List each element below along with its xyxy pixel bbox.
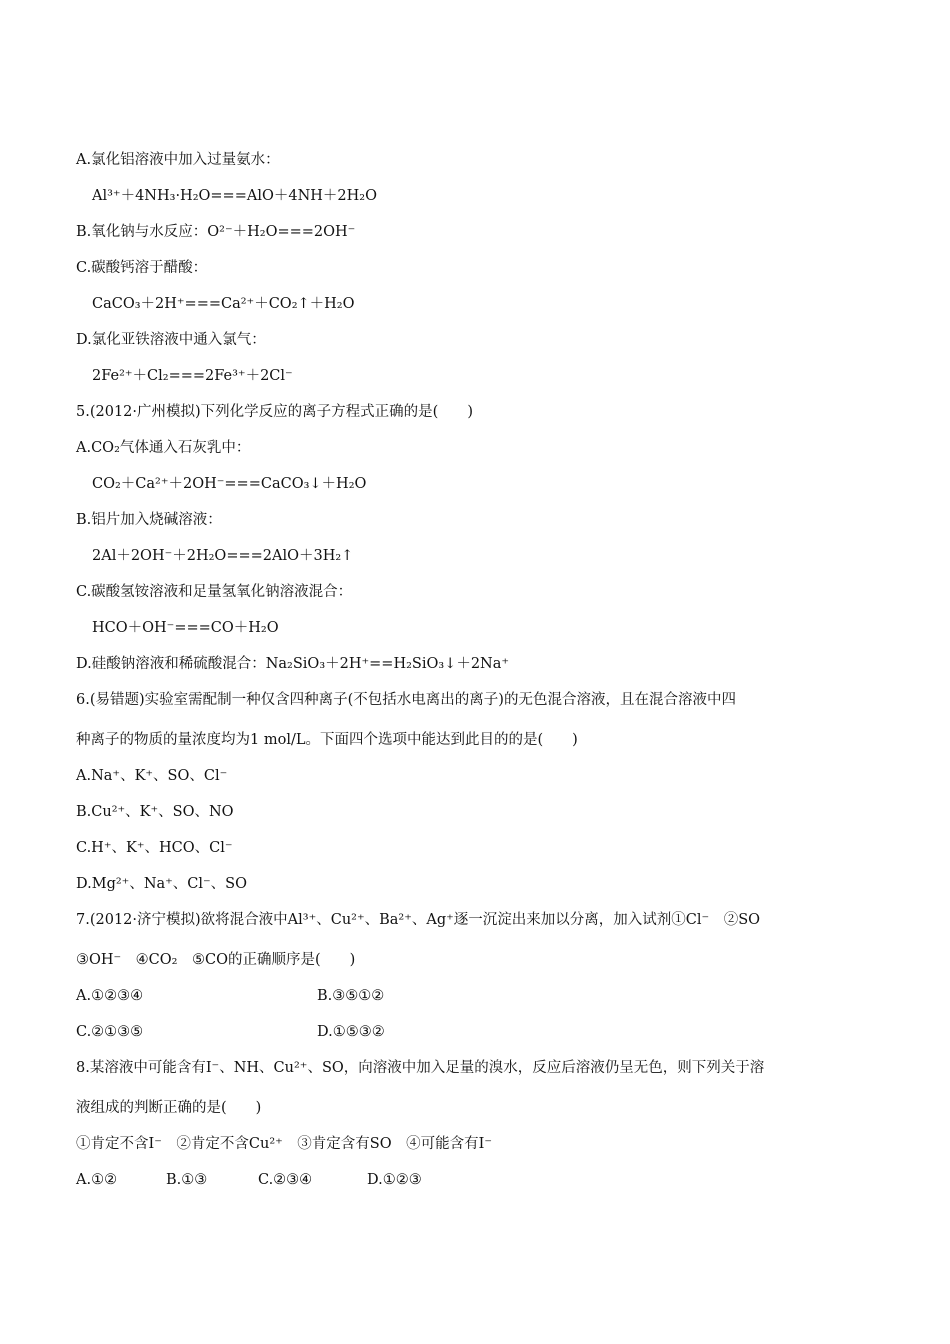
q8-option-b: B.①③ (166, 1172, 208, 1188)
q7-stem-line2: ③OH⁻ ④CO₂ ⑤CO的正确顺序是( ) (76, 952, 356, 968)
q5-option-b-label: B.铝片加入烧碱溶液： (76, 512, 222, 528)
q6-option-c: C.H⁺、K⁺、HCO、Cl⁻ (76, 840, 233, 856)
q5-option-a-label: A.CO₂气体通入石灰乳中： (76, 440, 251, 456)
q6-option-a: A.Na⁺、K⁺、SO、Cl⁻ (76, 768, 228, 784)
q4-option-c-equation: CaCO₃＋2H⁺===Ca²⁺＋CO₂↑＋H₂O (92, 296, 355, 312)
q8-stem-line2: 液组成的判断正确的是( ) (76, 1100, 262, 1116)
q6-option-b: B.Cu²⁺、K⁺、SO、NO (76, 804, 234, 820)
q4-option-d-label: D.氯化亚铁溶液中通入氯气： (76, 332, 266, 348)
q6-stem-line2: 种离子的物质的量浓度均为1 mol/L。下面四个选项中能达到此目的的是( ) (76, 732, 578, 748)
q8-option-d: D.①②③ (367, 1172, 422, 1188)
q7-option-d: D.①⑤③② (317, 1024, 385, 1040)
q7-option-c: C.②①③⑤ (76, 1024, 144, 1040)
q5-option-d: D.硅酸钠溶液和稀硫酸混合：Na₂SiO₃＋2H⁺==H₂SiO₃↓＋2Na⁺ (76, 656, 510, 672)
q5-stem: 5.(2012·广州模拟)下列化学反应的离子方程式正确的是( ) (76, 404, 473, 420)
q7-option-b: B.③⑤①② (317, 988, 385, 1004)
q8-stem-line1: 8.某溶液中可能含有I⁻、NH、Cu²⁺、SO，向溶液中加入足量的溴水，反应后溶液仍呈无色，则下列关于溶 (76, 1060, 765, 1076)
q5-option-c-equation: HCO＋OH⁻===CO＋H₂O (92, 620, 279, 636)
q5-option-a-equation: CO₂＋Ca²⁺＋2OH⁻===CaCO₃↓＋H₂O (92, 476, 367, 492)
q8-option-a: A.①② (76, 1172, 118, 1188)
q6-stem-line1: 6.(易错题)实验室需配制一种仅含四种离子(不包括水电离出的离子)的无色混合溶液，且在混合溶液中四 (76, 692, 736, 708)
q5-option-c-label: C.碳酸氢铵溶液和足量氢氧化钠溶液混合： (76, 584, 353, 600)
q8-statement-items: ①肯定不含I⁻ ②肯定不含Cu²⁺ ③肯定含有SO ④可能含有I⁻ (76, 1136, 492, 1152)
q8-option-c: C.②③④ (258, 1172, 313, 1188)
q7-option-a: A.①②③④ (76, 988, 144, 1004)
q6-option-d: D.Mg²⁺、Na⁺、Cl⁻、SO (76, 876, 248, 892)
q4-option-a-equation: Al³⁺＋4NH₃·H₂O===AlO＋4NH＋2H₂O (92, 188, 377, 204)
q4-option-c-label: C.碳酸钙溶于醋酸： (76, 260, 208, 276)
q7-stem-line1: 7.(2012·济宁模拟)欲将混合液中Al³⁺、Cu²⁺、Ba²⁺、Ag⁺逐一沉淀出来加以分离，加入试剂①Cl⁻ ②SO (76, 912, 761, 928)
q4-option-b: B.氧化钠与水反应：O²⁻＋H₂O===2OH⁻ (76, 224, 356, 240)
q5-option-b-equation: 2Al＋2OH⁻＋2H₂O===2AlO＋3H₂↑ (92, 548, 354, 564)
q4-option-a-label: A.氯化铝溶液中加入过量氨水： (76, 152, 280, 168)
q4-option-d-equation: 2Fe²⁺＋Cl₂===2Fe³⁺＋2Cl⁻ (92, 368, 293, 384)
